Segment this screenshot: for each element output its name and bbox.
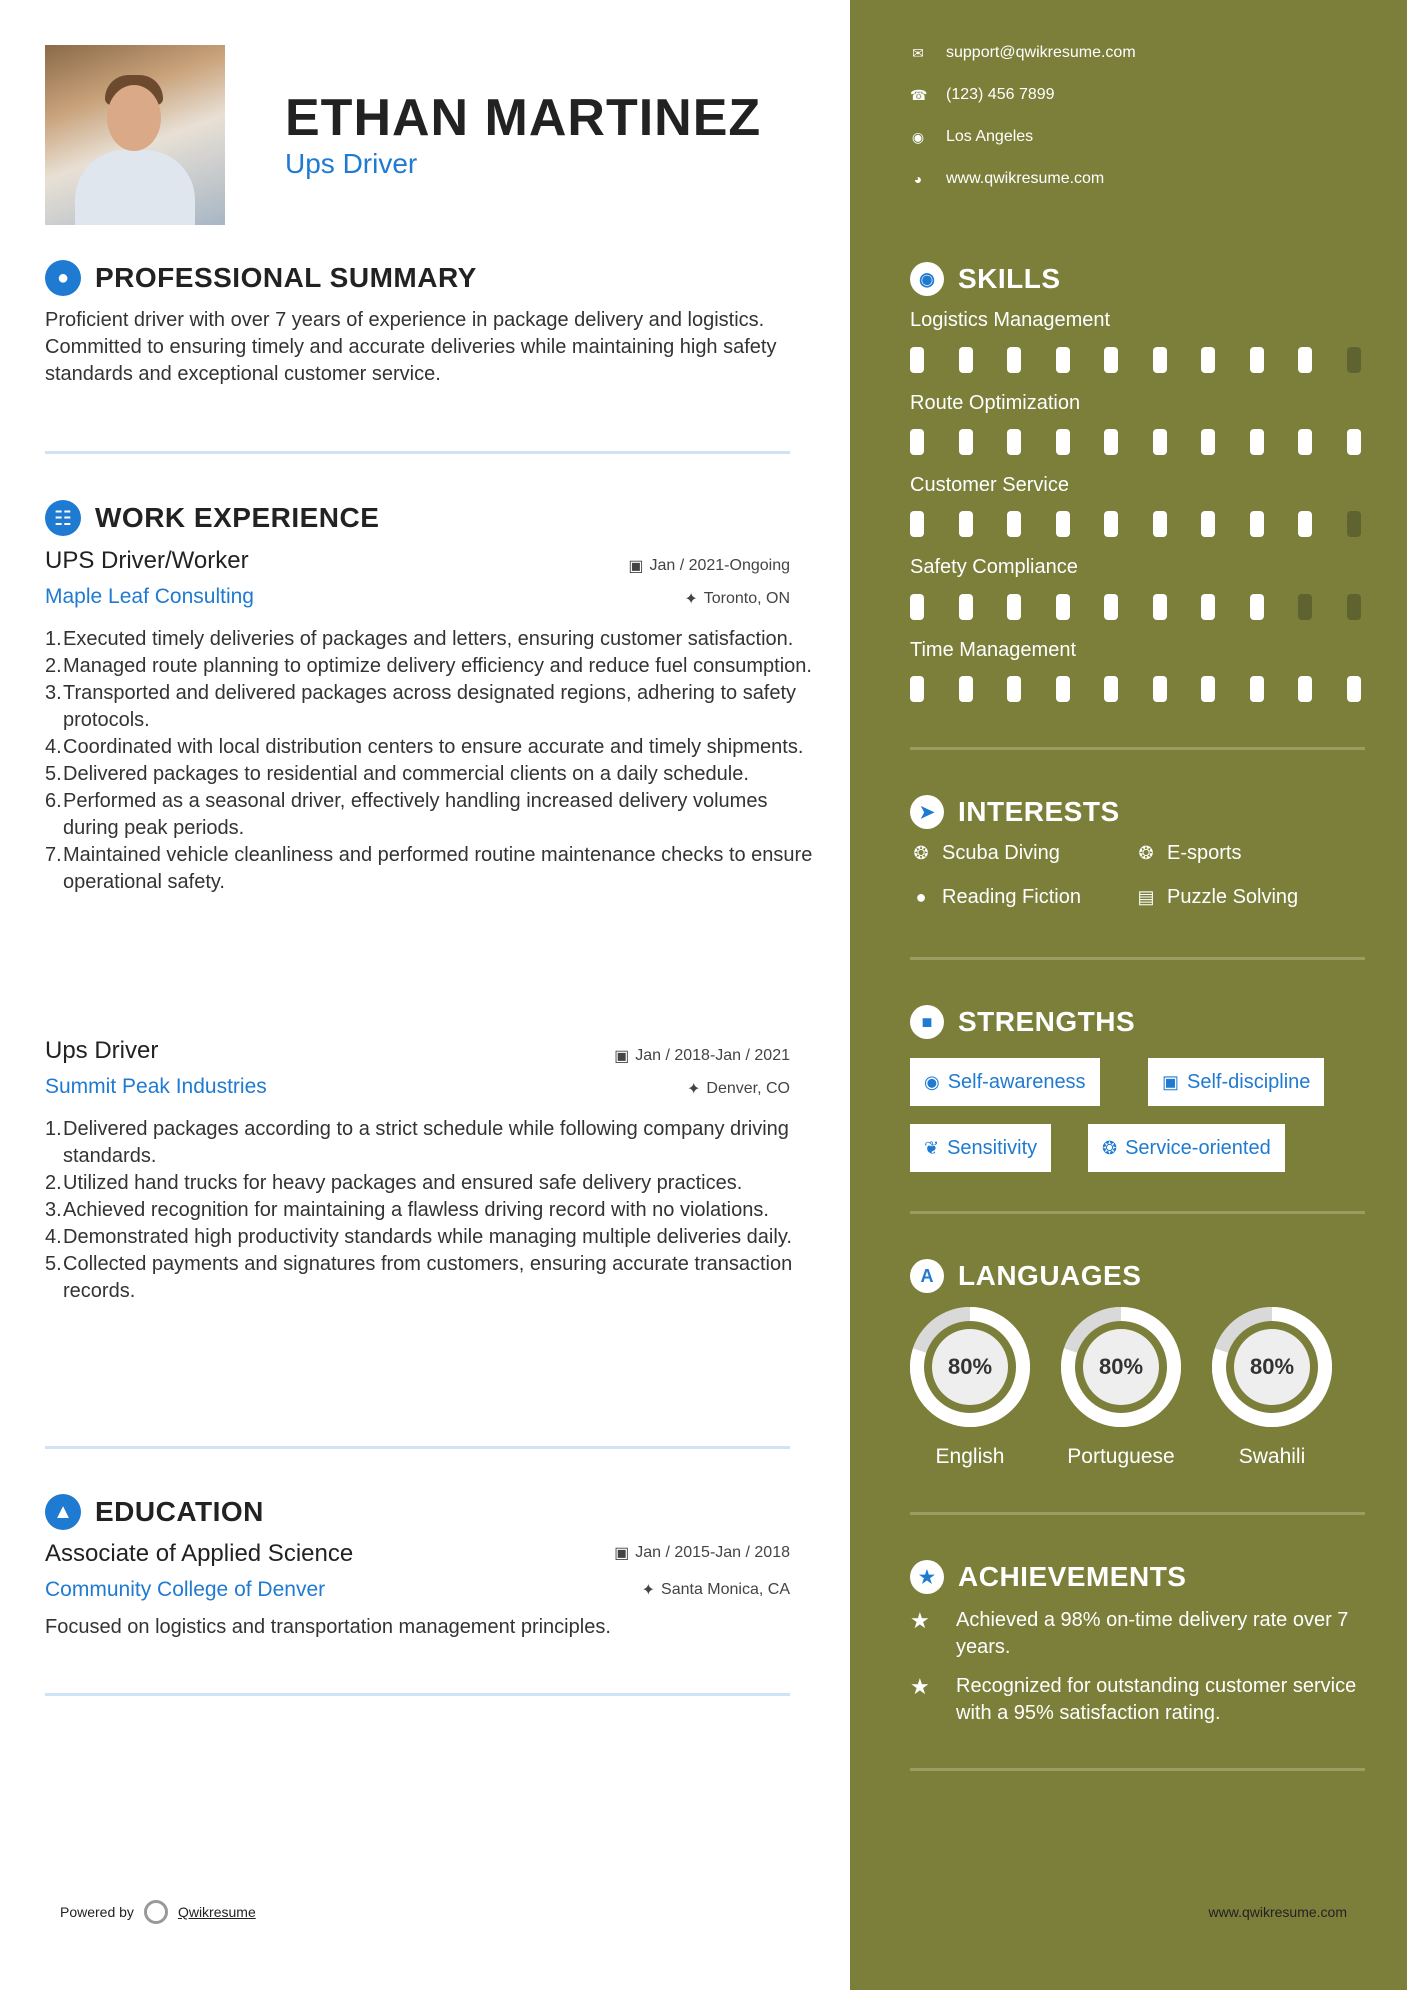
skill-segment [1201,511,1215,537]
skill-bar [910,347,1370,373]
skill-segment [1104,594,1118,620]
lifebuoy-icon: ❂ [1138,843,1154,863]
skill-segment [1056,347,1070,373]
achievement-item [910,1607,1365,1661]
user-icon: ● [45,260,81,296]
powered-by-text: Powered by [60,1904,134,1920]
job-location [684,589,790,609]
skill-segment [1250,347,1264,373]
strengths-heading [910,1005,1135,1039]
skill-name: Logistics Management [910,309,1111,331]
skill-segment [1153,594,1167,620]
achievement-item [910,1673,1365,1727]
briefcase-icon: ☷ [45,500,81,536]
skill-segment [910,429,924,455]
skill-segment [1298,347,1312,373]
skill-segment [1347,676,1361,702]
job-bullets [45,626,823,896]
contact-phone [910,86,1055,104]
list-item: Coordinated with local distribution centers to ensure accurate and timely shipments. [63,736,804,758]
experience-heading [45,500,379,536]
star-icon: ★ [910,1608,930,1633]
languages-heading [910,1259,1141,1293]
graduation-icon: ▲ [45,1494,81,1530]
achievement-text: Recognized for outstanding customer service with a 95% satisfaction rating. [956,1675,1357,1724]
skill-segment [1104,429,1118,455]
skill-segment [1250,429,1264,455]
interests-heading [910,795,1120,829]
paper-plane-icon: ➤ [910,795,944,829]
skill-segment [1201,594,1215,620]
skill-segment [910,676,924,702]
interest-item [1135,842,1241,865]
strength-label: Self-discipline [1187,1070,1311,1093]
job-location-text: Denver, CO [706,1080,790,1097]
job-location-text: Toronto, ON [703,590,790,607]
skill-segment [1298,511,1312,537]
skill-segment [1347,594,1361,620]
candidate-name: ETHAN MARTINEZ [285,89,762,147]
pin-icon: ✦ [684,591,698,608]
lock-icon: ▣ [1162,1071,1180,1092]
strength-badge [910,1058,1100,1106]
language-name: Portuguese [1067,1445,1175,1468]
list-item: Collected payments and signatures from customers, ensuring accurate transaction records. [63,1253,793,1302]
strength-badge [1148,1058,1324,1106]
calendar-icon: ▣ [614,1048,630,1065]
skill-segment [1250,676,1264,702]
contact-phone-text: (123) 456 7899 [946,86,1055,103]
job-date [628,556,790,576]
skill-segment [1104,676,1118,702]
skill-segment [1347,347,1361,373]
map-pin-icon: ◉ [911,128,925,145]
skill-segment [1153,429,1167,455]
strength-badge [1088,1124,1285,1172]
achievement-text: Achieved a 98% on-time delivery rate over 7 years. [956,1609,1349,1658]
profile-photo [45,45,225,225]
language-item [1212,1307,1332,1469]
qwikresume-logo-icon [144,1900,168,1924]
skill-segment [1298,676,1312,702]
skill-segment [1104,511,1118,537]
list-item: Delivered packages to residential and commercial clients on a daily schedule. [63,763,749,785]
qwikresume-link[interactable]: Qwikresume [177,1904,256,1920]
interest-item [910,886,1081,909]
envelope-icon: ✉ [912,44,924,61]
lifebuoy-icon: ❂ [913,843,929,863]
skill-segment [1153,347,1167,373]
education-date-text: Jan / 2015-Jan / 2018 [635,1544,790,1561]
lightbulb-icon: ◉ [910,262,944,296]
skill-bar [910,594,1370,620]
star-icon: ★ [910,1674,930,1699]
job-date-text: Jan / 2018-Jan / 2021 [635,1047,790,1064]
skill-name: Route Optimization [910,392,1081,414]
skill-segment [1056,511,1070,537]
language-item [1061,1307,1181,1469]
education-heading-text: EDUCATION [95,1496,264,1527]
powered-by [60,1900,256,1924]
interest-item [910,842,1060,865]
phone-icon: ☎ [910,86,928,103]
job-date [614,1046,790,1066]
skill-segment [1347,429,1361,455]
divider [910,1512,1365,1515]
interests-heading-text: INTERESTS [958,796,1120,827]
skill-segment [1298,429,1312,455]
divider [910,1768,1365,1771]
skill-bar [910,511,1370,537]
interest-label: Puzzle Solving [1167,886,1299,908]
skill-segment [1056,676,1070,702]
skill-segment [1201,676,1215,702]
skill-segment [1201,347,1215,373]
skill-segment [1007,676,1021,702]
education-date [614,1543,790,1563]
education-location [642,1580,790,1600]
skill-segment [1153,511,1167,537]
skill-segment [1104,347,1118,373]
language-percent: 80% [932,1329,1008,1405]
job-company: Maple Leaf Consulting [45,585,254,608]
job-bullets [45,1116,823,1305]
list-item: Managed route planning to optimize delivery efficiency and reduce fuel consumption. [63,655,812,677]
skill-segment [959,594,973,620]
education-description: Focused on logistics and transportation management principles. [45,1616,611,1638]
skill-segment [1007,347,1021,373]
pin-icon: ✦ [641,1582,656,1599]
strength-badge [910,1124,1051,1172]
skill-bar [910,429,1370,455]
skill-name: Time Management [910,639,1076,661]
skill-segment [1056,594,1070,620]
divider [910,747,1365,750]
list-item: Utilized hand trucks for heavy packages and ensured safe delivery practices. [63,1172,743,1194]
list-item: Delivered packages according to a strict schedule while following company driving standards. [63,1118,789,1167]
skill-bar [910,676,1370,702]
calendar-icon: ▣ [628,558,644,575]
job-title: Ups Driver [45,1037,159,1064]
strength-label: Service-oriented [1125,1136,1271,1159]
user-circle-icon: ◉ [924,1071,940,1092]
divider [45,1446,790,1449]
skill-segment [1153,676,1167,702]
degree: Associate of Applied Science [45,1540,354,1567]
language-progress-ring [910,1307,1030,1427]
job-company: Summit Peak Industries [45,1075,267,1098]
skill-name: Safety Compliance [910,556,1078,578]
language-name: English [935,1445,1005,1468]
divider [910,1211,1365,1214]
divider [910,957,1365,960]
contact-website [910,170,1104,188]
sidebar [850,0,1407,1990]
gamepad-icon: ● [915,887,927,907]
contact-location [910,128,1033,146]
contact-email [910,44,1136,62]
skill-segment [1201,429,1215,455]
strength-label: Sensitivity [947,1136,1038,1159]
education-heading [45,1494,264,1530]
calendar-icon: ▣ [614,1545,630,1562]
language-percent: 80% [1234,1329,1310,1405]
skill-segment [959,676,973,702]
skill-name: Customer Service [910,474,1069,496]
skill-segment [1250,594,1264,620]
list-item: Executed timely deliveries of packages and letters, ensuring customer satisfaction. [63,628,794,650]
list-item: Maintained vehicle cleanliness and performed routine maintenance checks to ensure operational safety. [63,844,813,893]
skill-segment [959,429,973,455]
skill-segment [910,511,924,537]
globe-icon: ◕ [913,171,923,187]
summary-heading-text: PROFESSIONAL SUMMARY [95,262,477,293]
job-date-text: Jan / 2021-Ongoing [649,557,790,574]
lifebuoy-icon: ❂ [1102,1137,1118,1158]
languages-heading-text: LANGUAGES [958,1260,1142,1291]
skill-segment [1347,511,1361,537]
language-icon: A [910,1259,944,1293]
divider [45,451,790,454]
interest-label: E-sports [1167,842,1242,864]
interest-label: Reading Fiction [942,886,1081,908]
language-progress-ring [1061,1307,1181,1427]
school: Community College of Denver [45,1578,326,1601]
star-badge-icon: ★ [910,1560,944,1594]
skills-heading [910,262,1061,296]
interest-item [1135,886,1298,909]
list-item: Achieved recognition for maintaining a flawless driving record with no violations. [63,1199,769,1221]
skills-heading-text: SKILLS [958,263,1061,294]
skill-segment [959,347,973,373]
skill-segment [1056,429,1070,455]
language-item [910,1307,1030,1469]
contact-email-text: support@qwikresume.com [946,44,1136,61]
experience-heading-text: WORK EXPERIENCE [95,502,380,533]
language-name: Swahili [1238,1445,1306,1468]
achievements-heading-text: ACHIEVEMENTS [958,1561,1187,1592]
divider [45,1693,790,1696]
contact-website-text: www.qwikresume.com [946,170,1105,187]
skill-segment [1007,429,1021,455]
skill-segment [1250,511,1264,537]
list-item: Performed as a seasonal driver, effectively handling increased delivery volumes during peak periods. [63,790,768,839]
footer-site: www.qwikresume.com [1208,1904,1347,1920]
list-item: Transported and delivered packages across designated regions, adhering to safety protocols. [63,682,797,731]
list-item: Demonstrated high productivity standards while managing multiple deliveries daily. [63,1226,792,1248]
language-progress-ring [1212,1307,1332,1427]
leaf-icon: ❦ [924,1137,940,1158]
candidate-title: Ups Driver [285,148,418,179]
skill-segment [910,594,924,620]
summary-text: Proficient driver with over 7 years of experience in package delivery and logistics. Committed to ensuring timely and accurate deliveries while maintaining high safety standards and exceptional customer service. [45,309,777,385]
interest-label: Scuba Diving [942,842,1060,864]
skill-segment [910,347,924,373]
job-title: UPS Driver/Worker [45,547,249,574]
education-location-text: Santa Monica, CA [661,1581,790,1598]
skill-segment [1298,594,1312,620]
skill-segment [1007,511,1021,537]
fist-icon: ■ [910,1005,944,1039]
skill-segment [959,511,973,537]
language-percent: 80% [1083,1329,1159,1405]
pin-icon: ✦ [687,1081,701,1098]
book-icon: ▤ [1137,887,1155,907]
summary-heading [45,260,477,296]
contact-location-text: Los Angeles [946,128,1034,145]
strength-label: Self-awareness [947,1070,1086,1093]
strengths-heading-text: STRENGTHS [958,1006,1136,1037]
achievements-heading [910,1560,1186,1594]
job-location [687,1079,790,1099]
skill-segment [1007,594,1021,620]
